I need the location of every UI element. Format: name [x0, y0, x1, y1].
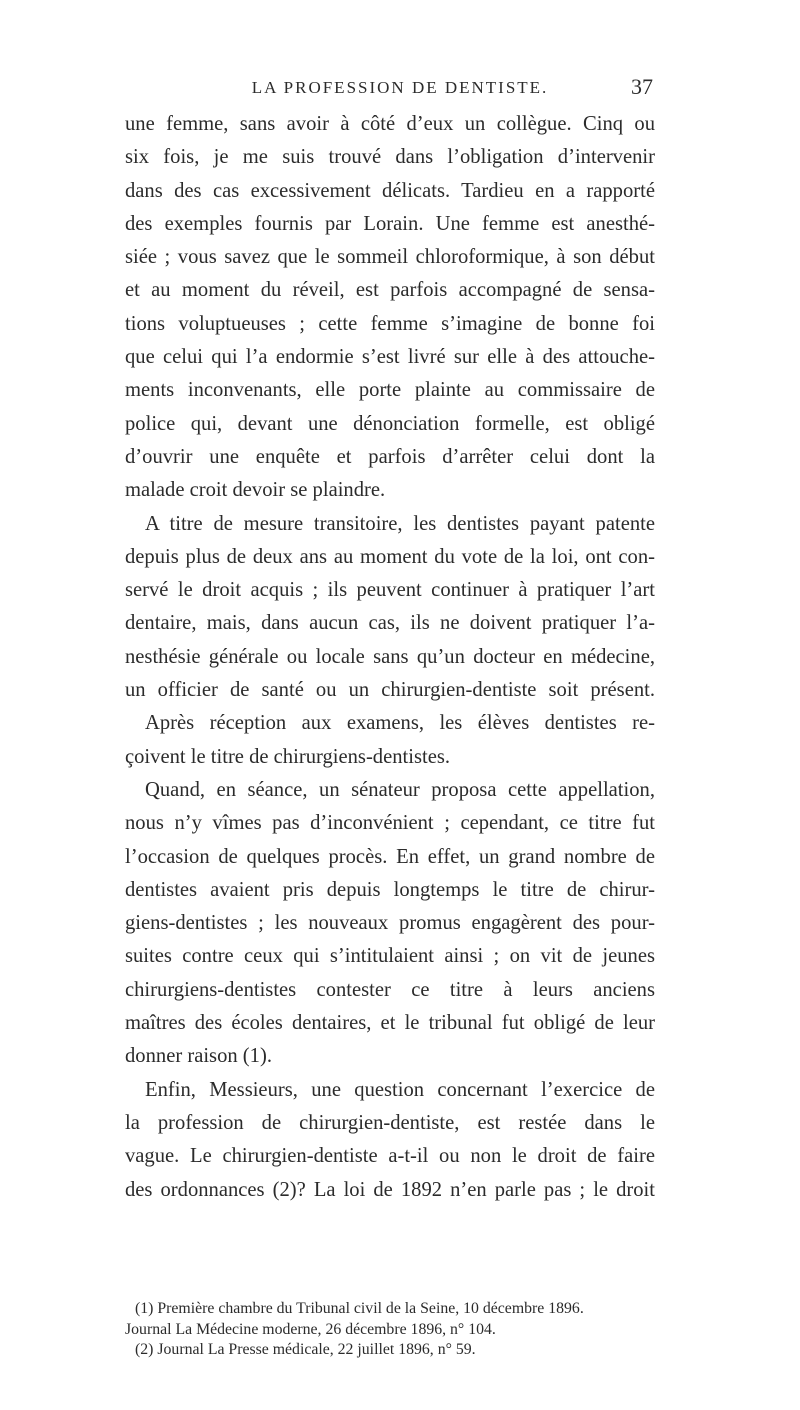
footnotes [125, 1299, 655, 1361]
text-line: police qui, devant une dénonciation formelle, est obligé [125, 412, 655, 435]
text-line: tions voluptueuses ; cette femme s’imagine de bonne foi [125, 312, 655, 335]
text-line: nesthésie générale ou locale sans qu’un docteur en médecine, [125, 645, 655, 668]
text-line: A titre de mesure transitoire, les dentistes payant patente [145, 512, 655, 535]
text-line: l’occasion de quelques procès. En effet, un grand nombre de [125, 845, 655, 868]
text-line: servé le droit acquis ; ils peuvent continuer à pratiquer l’art [125, 579, 655, 602]
text-line: dans des cas excessivement délicats. Tardieu en a rapporté [125, 179, 655, 202]
text-line: chirurgiens-dentistes contester ce titre à leurs anciens [125, 978, 655, 1001]
text-line: d’ouvrir une enquête et parfois d’arrêter celui dont la [125, 445, 655, 468]
text-line: dentistes avaient pris depuis longtemps le titre de chirur- [125, 878, 655, 901]
text-line: siée ; vous savez que le sommeil chloroformique, à son début [125, 246, 655, 269]
text-line: la profession de chirurgien-dentiste, est restée dans le [125, 1111, 655, 1134]
text-line: giens-dentistes ; les nouveaux promus engagèrent des pour- [125, 912, 655, 935]
text-line: Après réception aux examens, les élèves dentistes re- [145, 712, 655, 735]
text-line: maîtres des écoles dentaires, et le tribunal fut obligé de leur [125, 1012, 655, 1035]
text-line: des ordonnances (2)? La loi de 1892 n’en parle pas ; le droit [125, 1178, 655, 1201]
text-line: çoivent le titre de chirurgiens-dentistes. [125, 745, 451, 768]
footnote-line: (1) Première chambre du Tribunal civil de la Seine, 10 décembre 1896. [135, 1300, 584, 1317]
text-line: Enfin, Messieurs, une question concernant l’exercice de [145, 1078, 655, 1101]
text-line: un officier de santé ou un chirurgien-dentiste soit présent. [125, 679, 655, 702]
running-title: LA PROFESSION DE DENTISTE. [251, 78, 549, 97]
text-line: malade croit devoir se plaindre. [125, 479, 386, 502]
text-line: que celui qui l’a endormie s’est livré sur elle à des attouche- [125, 346, 655, 369]
text-line: des exemples fournis par Lorain. Une femme est anesthé- [125, 212, 655, 235]
text-line: depuis plus de deux ans au moment du vote de la loi, ont con- [125, 545, 655, 568]
text-line: Quand, en séance, un sénateur proposa cette appellation, [145, 778, 655, 801]
footnote-line: (2) Journal La Presse médicale, 22 juillet 1896, n° 59. [135, 1341, 476, 1358]
text-line: suites contre ceux qui s’intitulaient ainsi ; on vit de jeunes [125, 945, 655, 968]
text-line: nous n’y vîmes pas d’inconvénient ; cependant, ce titre fut [125, 812, 655, 835]
text-line: vague. Le chirurgien-dentiste a-t-il ou non le droit de faire [125, 1145, 655, 1168]
text-line: donner raison (1). [125, 1045, 272, 1068]
footnote-line: Journal La Médecine moderne, 26 décembre 1896, n° 104. [125, 1320, 496, 1338]
text-line: ments inconvenants, elle porte plainte au commissaire de [125, 379, 655, 402]
body-text [125, 108, 655, 1207]
text-line: et au moment du réveil, est parfois accompagné de sensa- [125, 279, 655, 302]
page-number: 37 [631, 74, 653, 99]
text-line: six fois, je me suis trouvé dans l’obligation d’intervenir [125, 146, 655, 169]
text-line: dentaire, mais, dans aucun cas, ils ne doivent pratiquer l’a- [125, 612, 655, 635]
text-line: une femme, sans avoir à côté d’eux un collègue. Cinq ou [125, 113, 655, 135]
